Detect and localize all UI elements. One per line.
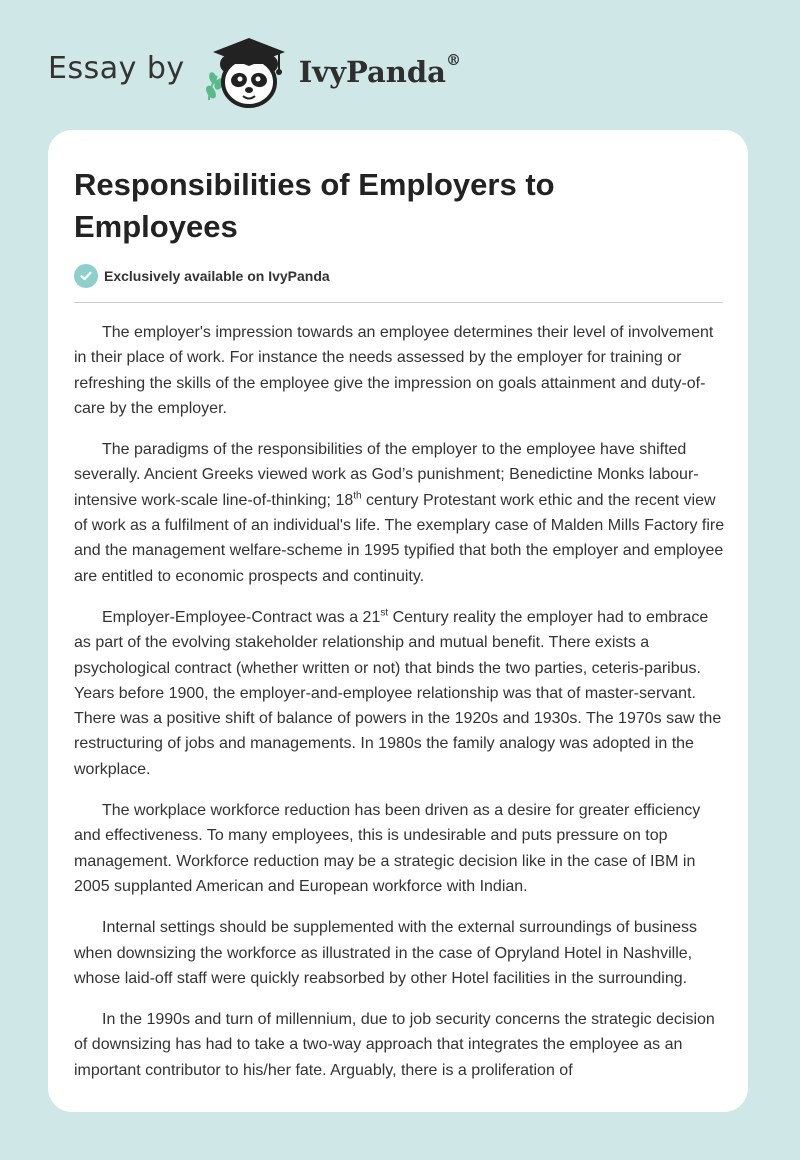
- ordinal-suffix: th: [353, 490, 362, 502]
- paragraph: [74, 605, 726, 782]
- panda-logo-icon[interactable]: [199, 30, 295, 110]
- essay-body: [74, 320, 726, 1099]
- paragraph: In the 1990s and turn of millennium, due to job security concerns the strategic decision of downsizing has had to take a two-way approach that integrates the employee as an important contributor to his/her fate. Arguably, there is a proliferation of: [74, 1011, 715, 1079]
- check-icon: [74, 264, 98, 288]
- paragraph: Internal settings should be supplemented with the external surroundings of business when downsizing the workforce as illustrated in the case of Opryland Hotel in Nashville, whose laid-off staff were quickly reabsorbed by other Hotel facilities in the surrounding.: [74, 919, 698, 987]
- brand-text: IvyPanda: [298, 55, 446, 89]
- site-header: [48, 30, 461, 110]
- paragraph-text: Century reality the employer had to embrace as part of the evolving stakeholder relationship and mutual benefit. There exists a psychological contract (whether written or not) that binds the two parties, ceteris-paribus. Years before 1900, the employer-and-employee relationship was that of master-servant. There was a positive shift of balance of powers in the 1920s and 1930s. The 1970s saw the restructuring of jobs and managements. In 1980s the family analogy was adopted in the workplace.: [74, 608, 722, 778]
- paragraph: The employer's impression towards an employee determines their level of involvement in their place of work. For instance the needs assessed by the employer for training or refreshing the skills of the employee give the impression on goals attainment and duty-of-care by the employer.: [74, 324, 714, 417]
- paragraph-text: The paradigms of the responsibilities of the employer to the employee have shifted severally. Ancient Greeks viewed work as God’s punishment; Benedictine Monks labour-intensive work-scale line-of-thinking; 18: [74, 441, 699, 509]
- registered-mark: ®: [445, 51, 461, 69]
- essay-by-label: Essay by: [48, 50, 185, 86]
- ordinal-suffix: st: [380, 607, 389, 619]
- paragraph-text: Employer-Employee-Contract was a 21: [102, 608, 381, 626]
- essay-title: Responsibilities of Employers to Employees: [74, 167, 555, 244]
- paragraph: The workplace workforce reduction has been driven as a desire for greater efficiency and effectiveness. To many employees, this is undesirable and puts pressure on top management. Workforce reduction may be a strategic decision like in the case of IBM in 2005 supplanted American and European workforce with Indian.: [74, 802, 701, 895]
- exclusive-label: Exclusively available on IvyPanda: [104, 268, 330, 284]
- essay-card: [48, 130, 748, 1112]
- brand-name[interactable]: [298, 51, 461, 89]
- paragraph-text: century Protestant work ethic and the recent view of work as a fulfilment of an individual's life. The exemplary case of Malden Mills Factory fire and the management welfare-scheme in 1995 typified that both the employer and employee are entitled to economic prospects and continuity.: [74, 491, 725, 585]
- paragraph: [74, 437, 726, 589]
- title-divider: [74, 302, 723, 303]
- exclusive-badge: [74, 264, 330, 288]
